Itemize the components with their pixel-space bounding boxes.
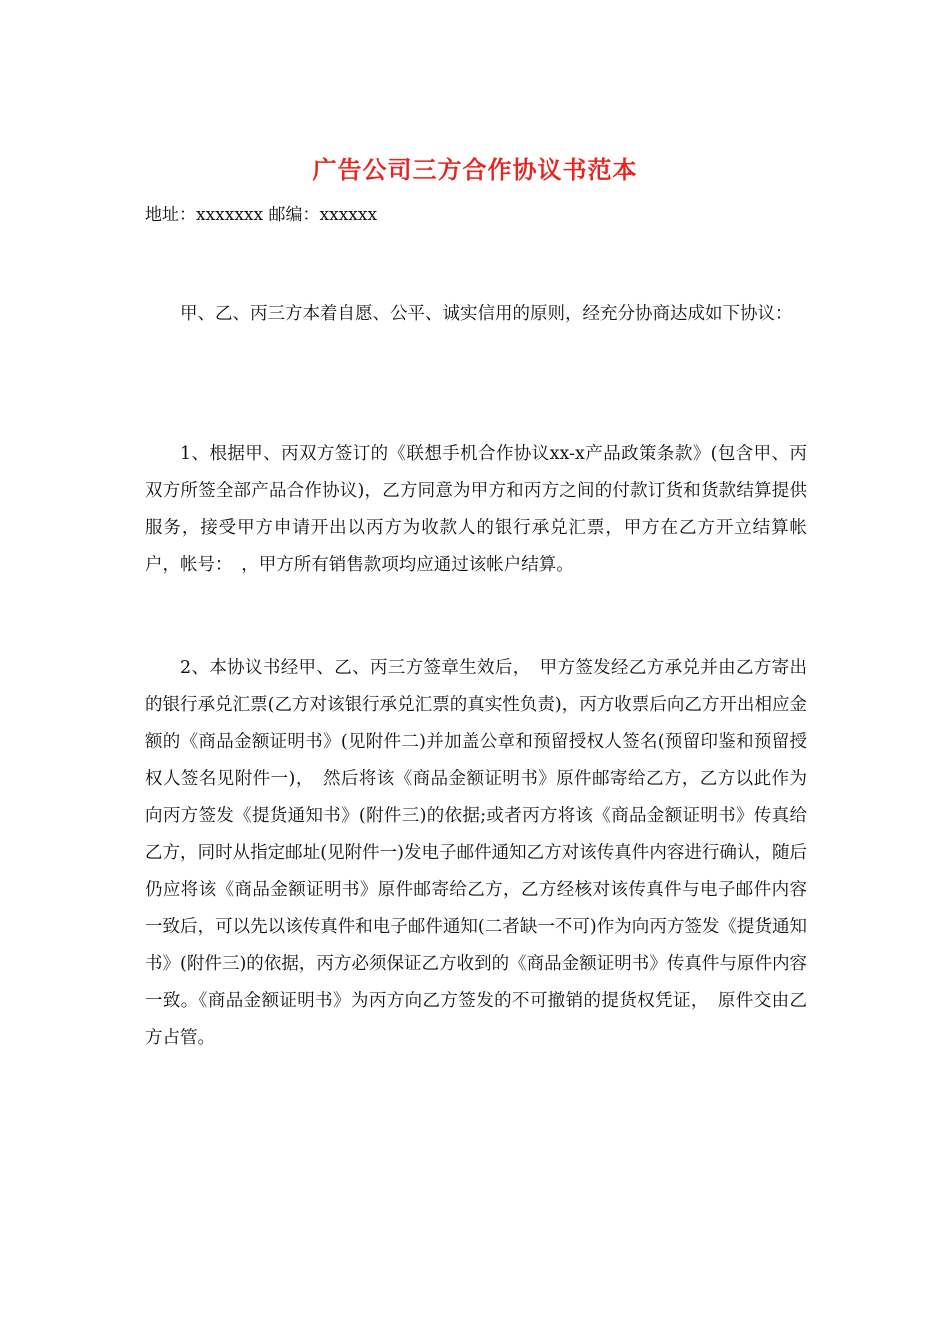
paragraph-clause-2: 2、本协议书经甲、乙、丙三方签章生效后， 甲方签发经乙方承兑并由乙方寄出的银行承兑汇票(乙方对该银行承兑汇票的真实性负责)，丙方收票后向乙方开出相应金额的《商品金额证明书》(见附件二)并加盖公章和预留授权人签名(预留印鉴和预留授权人签名见附件一)， 然后将该《商品金额证明书》原件邮寄给乙方，乙方以此作为向丙方签发《提货通知书》(附件三)的依据;或者丙方将该《商品金额证明书》传真给乙方，同时从指定邮址(见附件一)发电子邮件通知乙方对该传真件内容进行确认，随后仍应将该《商品金额证明书》原件邮寄给乙方，乙方经核对该传真件与电子邮件内容一致后，可以先以该传真件和电子邮件通知(二者缺一不可)作为向丙方签发《提货通知书》(附件三)的依据，丙方必须保证乙方收到的《商品金额证明书》传真件与原件内容一致。《商品金额证明书》为丙方向乙方签发的不可撤销的提货权凭证， 原件交由乙方占管。 <box>145 658 807 1048</box>
address-line: 地址：xxxxxxx 邮编：xxxxxx <box>145 205 378 225</box>
paragraph-intro: 甲、乙、丙三方本着自愿、公平、诚实信用的原则，经充分协商达成如下协议： <box>180 304 793 324</box>
document-title: 广告公司三方合作协议书范本 <box>312 155 638 184</box>
paragraph-clause-1: 1、根据甲、丙双方签订的《联想手机合作协议xx-x产品政策条款》(包含甲、丙双方所签全部产品合作协议)，乙方同意为甲方和丙方之间的付款订货和货款结算提供服务，接受甲方申请开出以丙方为收款人的银行承兑汇票，甲方在乙方开立结算帐户，帐号： ，甲方所有销售款项均应通过该帐户结算。 <box>145 444 807 575</box>
